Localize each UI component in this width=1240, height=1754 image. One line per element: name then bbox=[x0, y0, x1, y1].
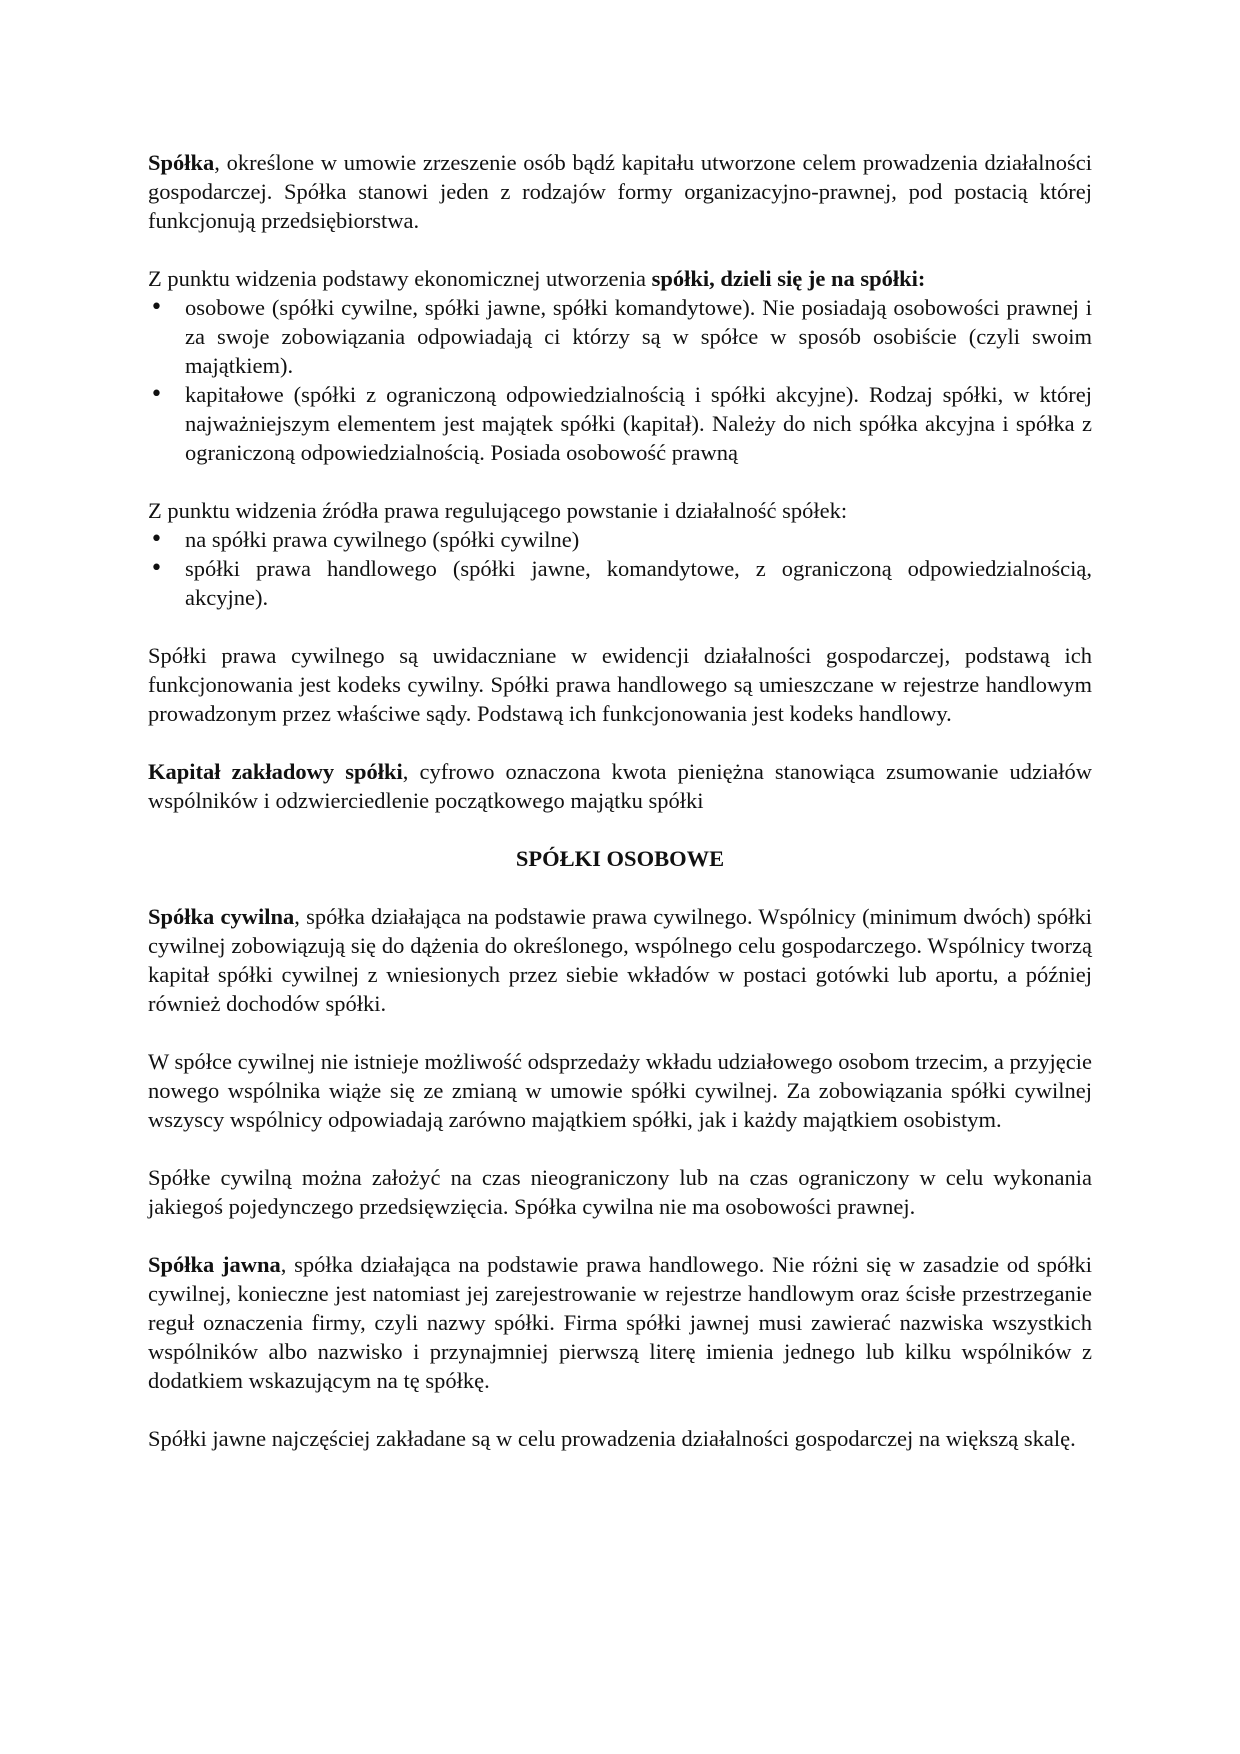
paragraph-text: , spółka działająca na podstawie prawa handlowego. Nie różni się w zasadzie od spółki cywilnej, konieczne jest natomiast jej zarejestrowanie w rejestrze handlowym oraz ścisłe przestrzeganie reguł oznaczenia firmy, czyli nazwy spółki. Firma spółki jawnej musi zawierać nazwiska wszystkich wspólników albo nazwisko i przynajmniej pierwszą literę imienia jednego lub kilku wspólników z dodatkiem wskazującym na tę spółkę. bbox=[148, 1252, 1093, 1393]
paragraph-definition-spolka bbox=[148, 148, 1092, 235]
term-kapital-zakladowy: Kapitał zakładowy spółki bbox=[148, 759, 403, 784]
bold-phrase: spółki, dzieli się je na spółki: bbox=[651, 266, 926, 291]
list-item: • spółki prawa handlowego (spółki jawne, komandytowe, z ograniczoną odpowiedzialnością, akcyjne). bbox=[148, 554, 1092, 612]
paragraph-spolka-cywilna-rules: W spółce cywilnej nie istnieje możliwość odsprzedaży wkładu udziałowego osobom trzecim, a przyjęcie nowego wspólnika wiąże się ze zmianą w umowie spółki cywilnej. Za zobowiązania spółki cywilnej wszyscy wspólnicy odpowiadają zarówno majątkiem spółki, jak i każdy majątkiem osobistym. bbox=[148, 1049, 1092, 1132]
paragraph-law-source-intro: Z punktu widzenia źródła prawa regulującego powstanie i działalność spółek: bbox=[148, 498, 848, 523]
paragraph-definition-spolka-cywilna bbox=[148, 902, 1092, 1018]
list-item: • kapitałowe (spółki z ograniczoną odpowiedzialnością i spółki akcyjne). Rodzaj spółki, w której najważniejszym elementem jest majątek spółki (kapitał). Należy do nich spółka akcyjna i spółka z ograniczoną odpowiedzialnością. Posiada osobowość prawną bbox=[148, 380, 1092, 467]
paragraph-economic-basis-intro bbox=[148, 264, 1092, 293]
paragraph-text: , określone w umowie zrzeszenie osób bądź kapitału utworzone celem prowadzenia działalności gospodarczej. Spółka stanowi jeden z rodzajów formy organizacyjno-prawnej, pod postacią której funkcjonują przedsiębiorstwa. bbox=[148, 150, 1092, 233]
paragraph-text: , spółka działająca na podstawie prawa cywilnego. Wspólnicy (minimum dwóch) spółki cywilnej zobowiązują się do dążenia do określonego, wspólnego celu gospodarczego. Wspólnicy tworzą kapitał spółki cywilnej z wniesionych przez siebie wkładów w postaci gotówki lub aportu, a później również dochodów spółki. bbox=[148, 904, 1093, 1016]
section-heading: SPÓŁKI OSOBOWE bbox=[515, 846, 725, 871]
paragraph-text: , cyfrowo oznaczona kwota pieniężna stanowiąca zsumowanie udziałów wspólników i odzwierciedlenie początkowego majątku spółki bbox=[148, 759, 1093, 813]
paragraph-definition-spolka-jawna bbox=[148, 1250, 1092, 1395]
law-source-list bbox=[148, 525, 1092, 612]
term-spolka-cywilna: Spółka cywilna bbox=[148, 904, 295, 929]
paragraph-text: Z punktu widzenia podstawy ekonomicznej utworzenia bbox=[148, 266, 652, 291]
term-spolka-jawna: Spółka jawna bbox=[148, 1252, 281, 1277]
economic-basis-list bbox=[148, 293, 1092, 467]
paragraph-spolka-jawna-scale: Spółki jawne najczęściej zakładane są w celu prowadzenia działalności gospodarczej na większą skalę. bbox=[148, 1426, 1076, 1451]
paragraph-registration: Spółki prawa cywilnego są uwidaczniane w ewidencji działalności gospodarczej, podstawą ich funkcjonowania jest kodeks cywilny. Spółki prawa handlowego są umieszczane w rejestrze handlowym prowadzonym przez właściwe sądy. Podstawą ich funkcjonowania jest kodeks handlowy. bbox=[148, 643, 1092, 726]
paragraph-spolka-cywilna-duration: Spółke cywilną można założyć na czas nieograniczony lub na czas ograniczony w celu wykonania jakiegoś pojedynczego przedsięwzięcia. Spółka cywilna nie ma osobowości prawnej. bbox=[148, 1165, 1092, 1219]
list-item: • na spółki prawa cywilnego (spółki cywilne) bbox=[148, 525, 1092, 554]
document-page bbox=[148, 148, 1092, 1453]
list-item: • osobowe (spółki cywilne, spółki jawne, spółki komandytowe). Nie posiadają osobowości prawnej i za swoje zobowiązania odpowiadają ci którzy są w spółce w sposób osobiście (czyli swoim majątkiem). bbox=[148, 293, 1092, 380]
paragraph-definition-kapital bbox=[148, 757, 1092, 815]
term-spolka: Spółka bbox=[148, 150, 215, 175]
